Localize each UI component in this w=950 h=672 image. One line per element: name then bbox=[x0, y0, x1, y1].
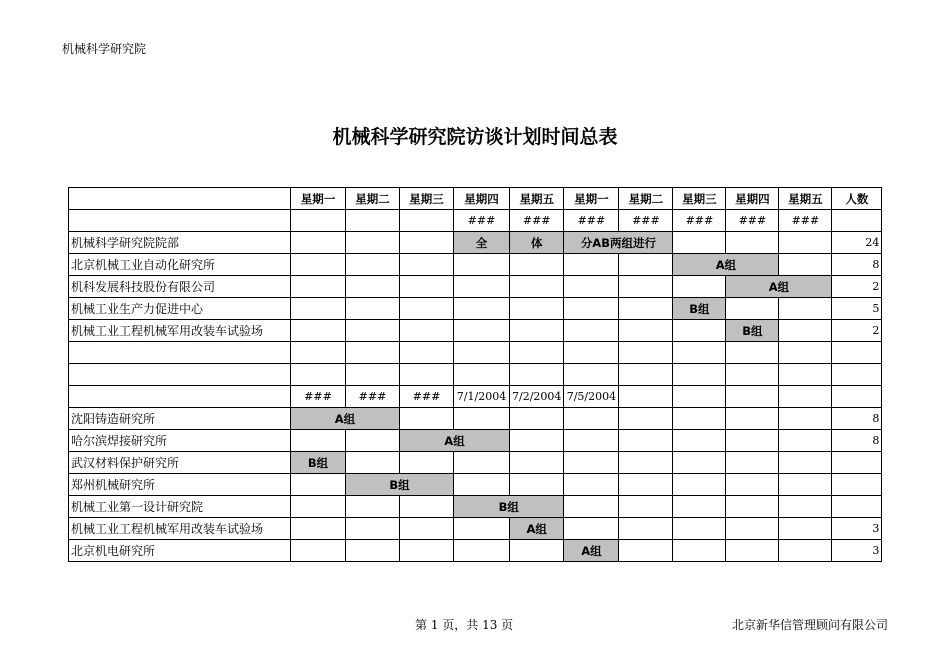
schedule-bar: A组 bbox=[510, 518, 564, 540]
date-cell bbox=[400, 210, 454, 232]
header-blank-cell bbox=[69, 188, 291, 210]
schedule-bar: A组 bbox=[564, 540, 619, 562]
count-cell bbox=[832, 452, 882, 474]
org-name: 机械科学研究院院部 bbox=[69, 232, 291, 254]
day-header-row bbox=[69, 188, 882, 210]
table-row bbox=[69, 496, 882, 518]
count-cell: 3 bbox=[832, 518, 882, 540]
day-header: 星期二 bbox=[346, 188, 400, 210]
date-cell bbox=[346, 210, 400, 232]
table-row bbox=[69, 518, 882, 540]
org-name: 北京机械工业自动化研究所 bbox=[69, 254, 291, 276]
table-row bbox=[69, 474, 882, 496]
day-header: 星期三 bbox=[673, 188, 726, 210]
table-row bbox=[69, 540, 882, 562]
date-cell: ### bbox=[346, 386, 400, 408]
day-header: 星期二 bbox=[619, 188, 673, 210]
count-cell: 24 bbox=[832, 232, 882, 254]
page-title: 机械科学研究院访谈计划时间总表 bbox=[332, 126, 618, 148]
count-cell: 5 bbox=[832, 298, 882, 320]
count-cell: 2 bbox=[832, 320, 882, 342]
day-header: 星期四 bbox=[726, 188, 779, 210]
date-cell: ### bbox=[400, 386, 454, 408]
header-org: 机械科学研究院 bbox=[62, 42, 147, 56]
org-name: 沈阳铸造研究所 bbox=[69, 408, 291, 430]
table-row bbox=[69, 254, 882, 276]
date-cell bbox=[291, 210, 346, 232]
table-row bbox=[69, 276, 882, 298]
org-name: 武汉材料保护研究所 bbox=[69, 452, 291, 474]
table-row bbox=[69, 408, 882, 430]
schedule-bar: 体 bbox=[510, 232, 564, 254]
schedule-bar: B组 bbox=[454, 496, 564, 518]
date-cell: 7/1/2004 bbox=[454, 386, 510, 408]
schedule-bar: A组 bbox=[291, 408, 400, 430]
org-name: 哈尔滨焊接研究所 bbox=[69, 430, 291, 452]
count-cell bbox=[832, 496, 882, 518]
table-row bbox=[69, 430, 882, 452]
day-header: 星期五 bbox=[779, 188, 832, 210]
footer-company: 北京新华信管理顾问有限公司 bbox=[731, 618, 888, 632]
schedule-bar: 分AB两组进行 bbox=[564, 232, 673, 254]
count-header: 人数 bbox=[832, 188, 882, 210]
schedule-bar: A组 bbox=[726, 276, 832, 298]
date-cell: ### bbox=[291, 386, 346, 408]
schedule-bar: B组 bbox=[673, 298, 726, 320]
date-cell: ### bbox=[454, 210, 510, 232]
day-header: 星期一 bbox=[291, 188, 346, 210]
table-row bbox=[69, 452, 882, 474]
org-name: 北京机电研究所 bbox=[69, 540, 291, 562]
org-name: 郑州机械研究所 bbox=[69, 474, 291, 496]
date-cell: ### bbox=[510, 210, 564, 232]
count-cell: 8 bbox=[832, 254, 882, 276]
table-row bbox=[69, 320, 882, 342]
count-cell: 8 bbox=[832, 408, 882, 430]
day-header: 星期五 bbox=[510, 188, 564, 210]
table-row bbox=[69, 298, 882, 320]
date-cell: ### bbox=[619, 210, 673, 232]
table-row bbox=[69, 232, 882, 254]
schedule-bar: B组 bbox=[726, 320, 779, 342]
date-row-top bbox=[69, 210, 882, 232]
date-cell: ### bbox=[726, 210, 779, 232]
schedule-table bbox=[68, 187, 882, 562]
org-name: 机科发展科技股份有限公司 bbox=[69, 276, 291, 298]
count-cell: 2 bbox=[832, 276, 882, 298]
date-cell: ### bbox=[673, 210, 726, 232]
date-cell: 7/2/2004 bbox=[510, 386, 564, 408]
date-cell: 7/5/2004 bbox=[564, 386, 619, 408]
count-cell: 8 bbox=[832, 430, 882, 452]
count-cell bbox=[832, 474, 882, 496]
schedule-bar: B组 bbox=[291, 452, 346, 474]
day-header: 星期一 bbox=[564, 188, 619, 210]
day-header: 星期三 bbox=[400, 188, 454, 210]
count-cell: 3 bbox=[832, 540, 882, 562]
org-name: 机械工业工程机械军用改装车试验场 bbox=[69, 518, 291, 540]
page-number: 第 1 页，共 13 页 bbox=[415, 618, 514, 632]
org-name: 机械工业生产力促进中心 bbox=[69, 298, 291, 320]
schedule-bar: B组 bbox=[346, 474, 454, 496]
schedule-bar: A组 bbox=[400, 430, 510, 452]
schedule-bar: A组 bbox=[673, 254, 779, 276]
empty-row bbox=[69, 364, 882, 386]
org-name: 机械工业工程机械军用改装车试验场 bbox=[69, 320, 291, 342]
schedule-bar: 全 bbox=[454, 232, 510, 254]
date-cell: ### bbox=[779, 210, 832, 232]
day-header: 星期四 bbox=[454, 188, 510, 210]
org-name: 机械工业第一设计研究院 bbox=[69, 496, 291, 518]
date-row-bottom bbox=[69, 386, 882, 408]
date-cell: ### bbox=[564, 210, 619, 232]
empty-row bbox=[69, 342, 882, 364]
